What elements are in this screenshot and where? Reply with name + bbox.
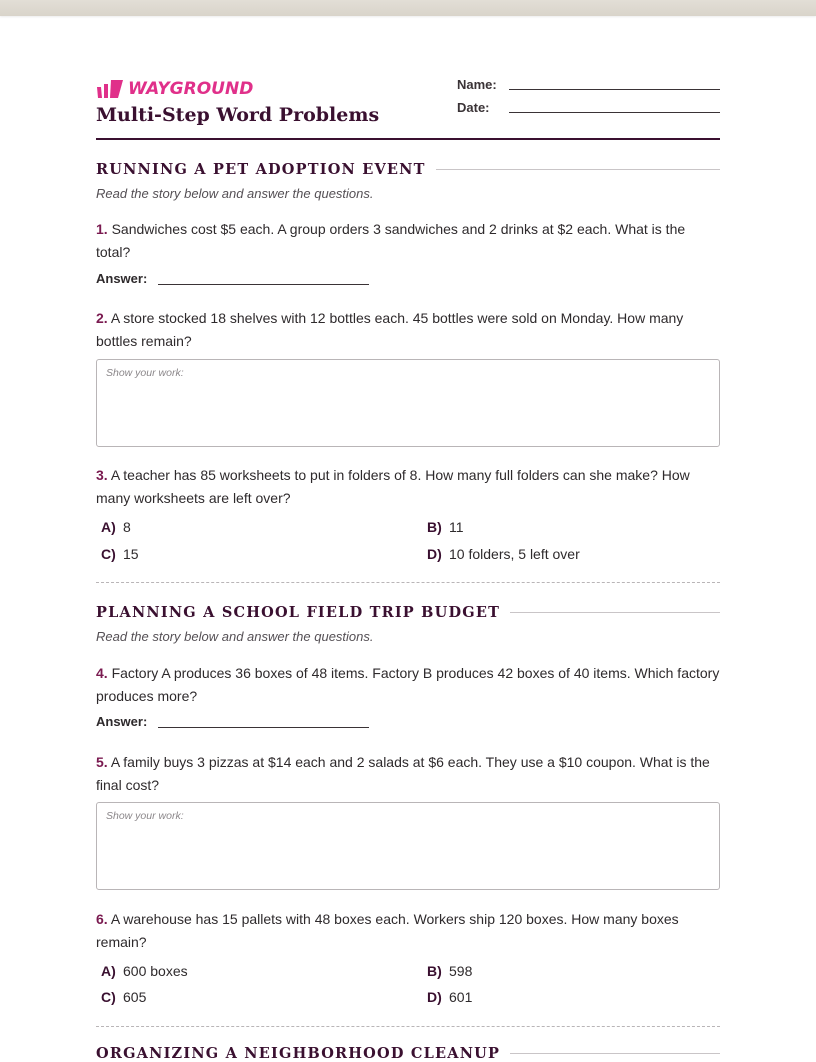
choice-c[interactable] xyxy=(101,546,139,562)
section-title: PLANNING A SCHOOL FIELD TRIP BUDGET xyxy=(96,604,501,621)
choice-text: 605 xyxy=(123,989,147,1005)
answer-field[interactable] xyxy=(96,714,369,729)
section-separator xyxy=(96,1026,720,1027)
question-number: 4. xyxy=(96,665,108,681)
choice-letter: D) xyxy=(427,546,442,562)
question-3 xyxy=(96,464,720,509)
choice-letter: C) xyxy=(101,989,116,1005)
section-separator xyxy=(96,582,720,583)
choice-letter: A) xyxy=(101,519,116,535)
work-box-placeholder: Show your work: xyxy=(106,367,184,379)
name-field[interactable] xyxy=(457,77,720,92)
brand-name: WAYGROUND xyxy=(128,79,254,99)
section-heading xyxy=(96,604,720,621)
work-box[interactable] xyxy=(96,802,720,890)
section-heading xyxy=(96,1045,720,1062)
question-number: 6. xyxy=(96,911,108,927)
question-number: 5. xyxy=(96,754,108,770)
section-rule xyxy=(510,612,720,613)
page-title: Multi-Step Word Problems xyxy=(96,104,380,126)
question-2 xyxy=(96,307,720,352)
answer-label: Answer: xyxy=(96,714,148,729)
question-4 xyxy=(96,662,720,707)
choice-b[interactable] xyxy=(427,963,472,979)
answer-line[interactable] xyxy=(158,283,369,285)
choice-text: 15 xyxy=(123,546,139,562)
choice-a[interactable] xyxy=(101,519,131,535)
choice-d[interactable] xyxy=(427,989,472,1005)
header-divider xyxy=(96,138,720,140)
choice-letter: C) xyxy=(101,546,116,562)
date-field[interactable] xyxy=(457,100,720,115)
choice-letter: D) xyxy=(427,989,442,1005)
question-text: Sandwiches cost $5 each. A group orders 3 sandwiches and 2 drinks at $2 each. What is the total? xyxy=(96,221,686,260)
brand-logo xyxy=(96,78,253,100)
name-label: Name: xyxy=(457,77,497,92)
question-number: 3. xyxy=(96,467,108,483)
section-heading xyxy=(96,161,720,178)
choice-text: 11 xyxy=(449,519,464,535)
question-1 xyxy=(96,218,720,263)
question-text: Factory A produces 36 boxes of 48 items. Factory B produces 42 boxes of 40 items. Which factory produces more? xyxy=(96,665,720,704)
answer-line[interactable] xyxy=(158,726,369,728)
question-text: A family buys 3 pizzas at $14 each and 2 salads at $6 each. They use a $10 coupon. What is the final cost? xyxy=(96,754,710,793)
section-title: ORGANIZING A NEIGHBORHOOD CLEANUP xyxy=(96,1045,501,1062)
question-number: 1. xyxy=(96,221,108,237)
wayground-logo-icon xyxy=(96,79,124,99)
section-rule xyxy=(510,1053,720,1054)
choice-text: 598 xyxy=(449,963,473,979)
date-label: Date: xyxy=(457,100,490,115)
section-instructions: Read the story below and answer the questions. xyxy=(96,186,374,201)
viewer-top-bar xyxy=(0,0,816,16)
question-number: 2. xyxy=(96,310,108,326)
question-6 xyxy=(96,908,720,953)
question-5 xyxy=(96,751,720,796)
question-text: A warehouse has 15 pallets with 48 boxes each. Workers ship 120 boxes. How many boxes remain? xyxy=(96,911,679,950)
choice-letter: B) xyxy=(427,963,442,979)
answer-label: Answer: xyxy=(96,271,148,286)
answer-field[interactable] xyxy=(96,271,369,286)
section-title: RUNNING A PET ADOPTION EVENT xyxy=(96,161,426,178)
choice-text: 8 xyxy=(123,519,131,535)
choice-letter: B) xyxy=(427,519,442,535)
date-line[interactable] xyxy=(509,111,720,113)
choice-text: 10 folders, 5 left over xyxy=(449,546,580,562)
work-box[interactable] xyxy=(96,359,720,447)
work-box-placeholder: Show your work: xyxy=(106,810,184,822)
section-rule xyxy=(436,169,720,170)
name-line[interactable] xyxy=(509,88,720,90)
choice-a[interactable] xyxy=(101,963,188,979)
question-text: A store stocked 18 shelves with 12 bottles each. 45 bottles were sold on Monday. How many bottles remain? xyxy=(96,310,684,349)
choice-text: 601 xyxy=(449,989,473,1005)
choice-d[interactable] xyxy=(427,546,580,562)
choice-c[interactable] xyxy=(101,989,146,1005)
choice-letter: A) xyxy=(101,963,116,979)
question-text: A teacher has 85 worksheets to put in folders of 8. How many full folders can she make? How many worksheets are left over? xyxy=(96,467,690,506)
choice-text: 600 boxes xyxy=(123,963,188,979)
choice-b[interactable] xyxy=(427,519,464,535)
section-instructions: Read the story below and answer the questions. xyxy=(96,629,374,644)
